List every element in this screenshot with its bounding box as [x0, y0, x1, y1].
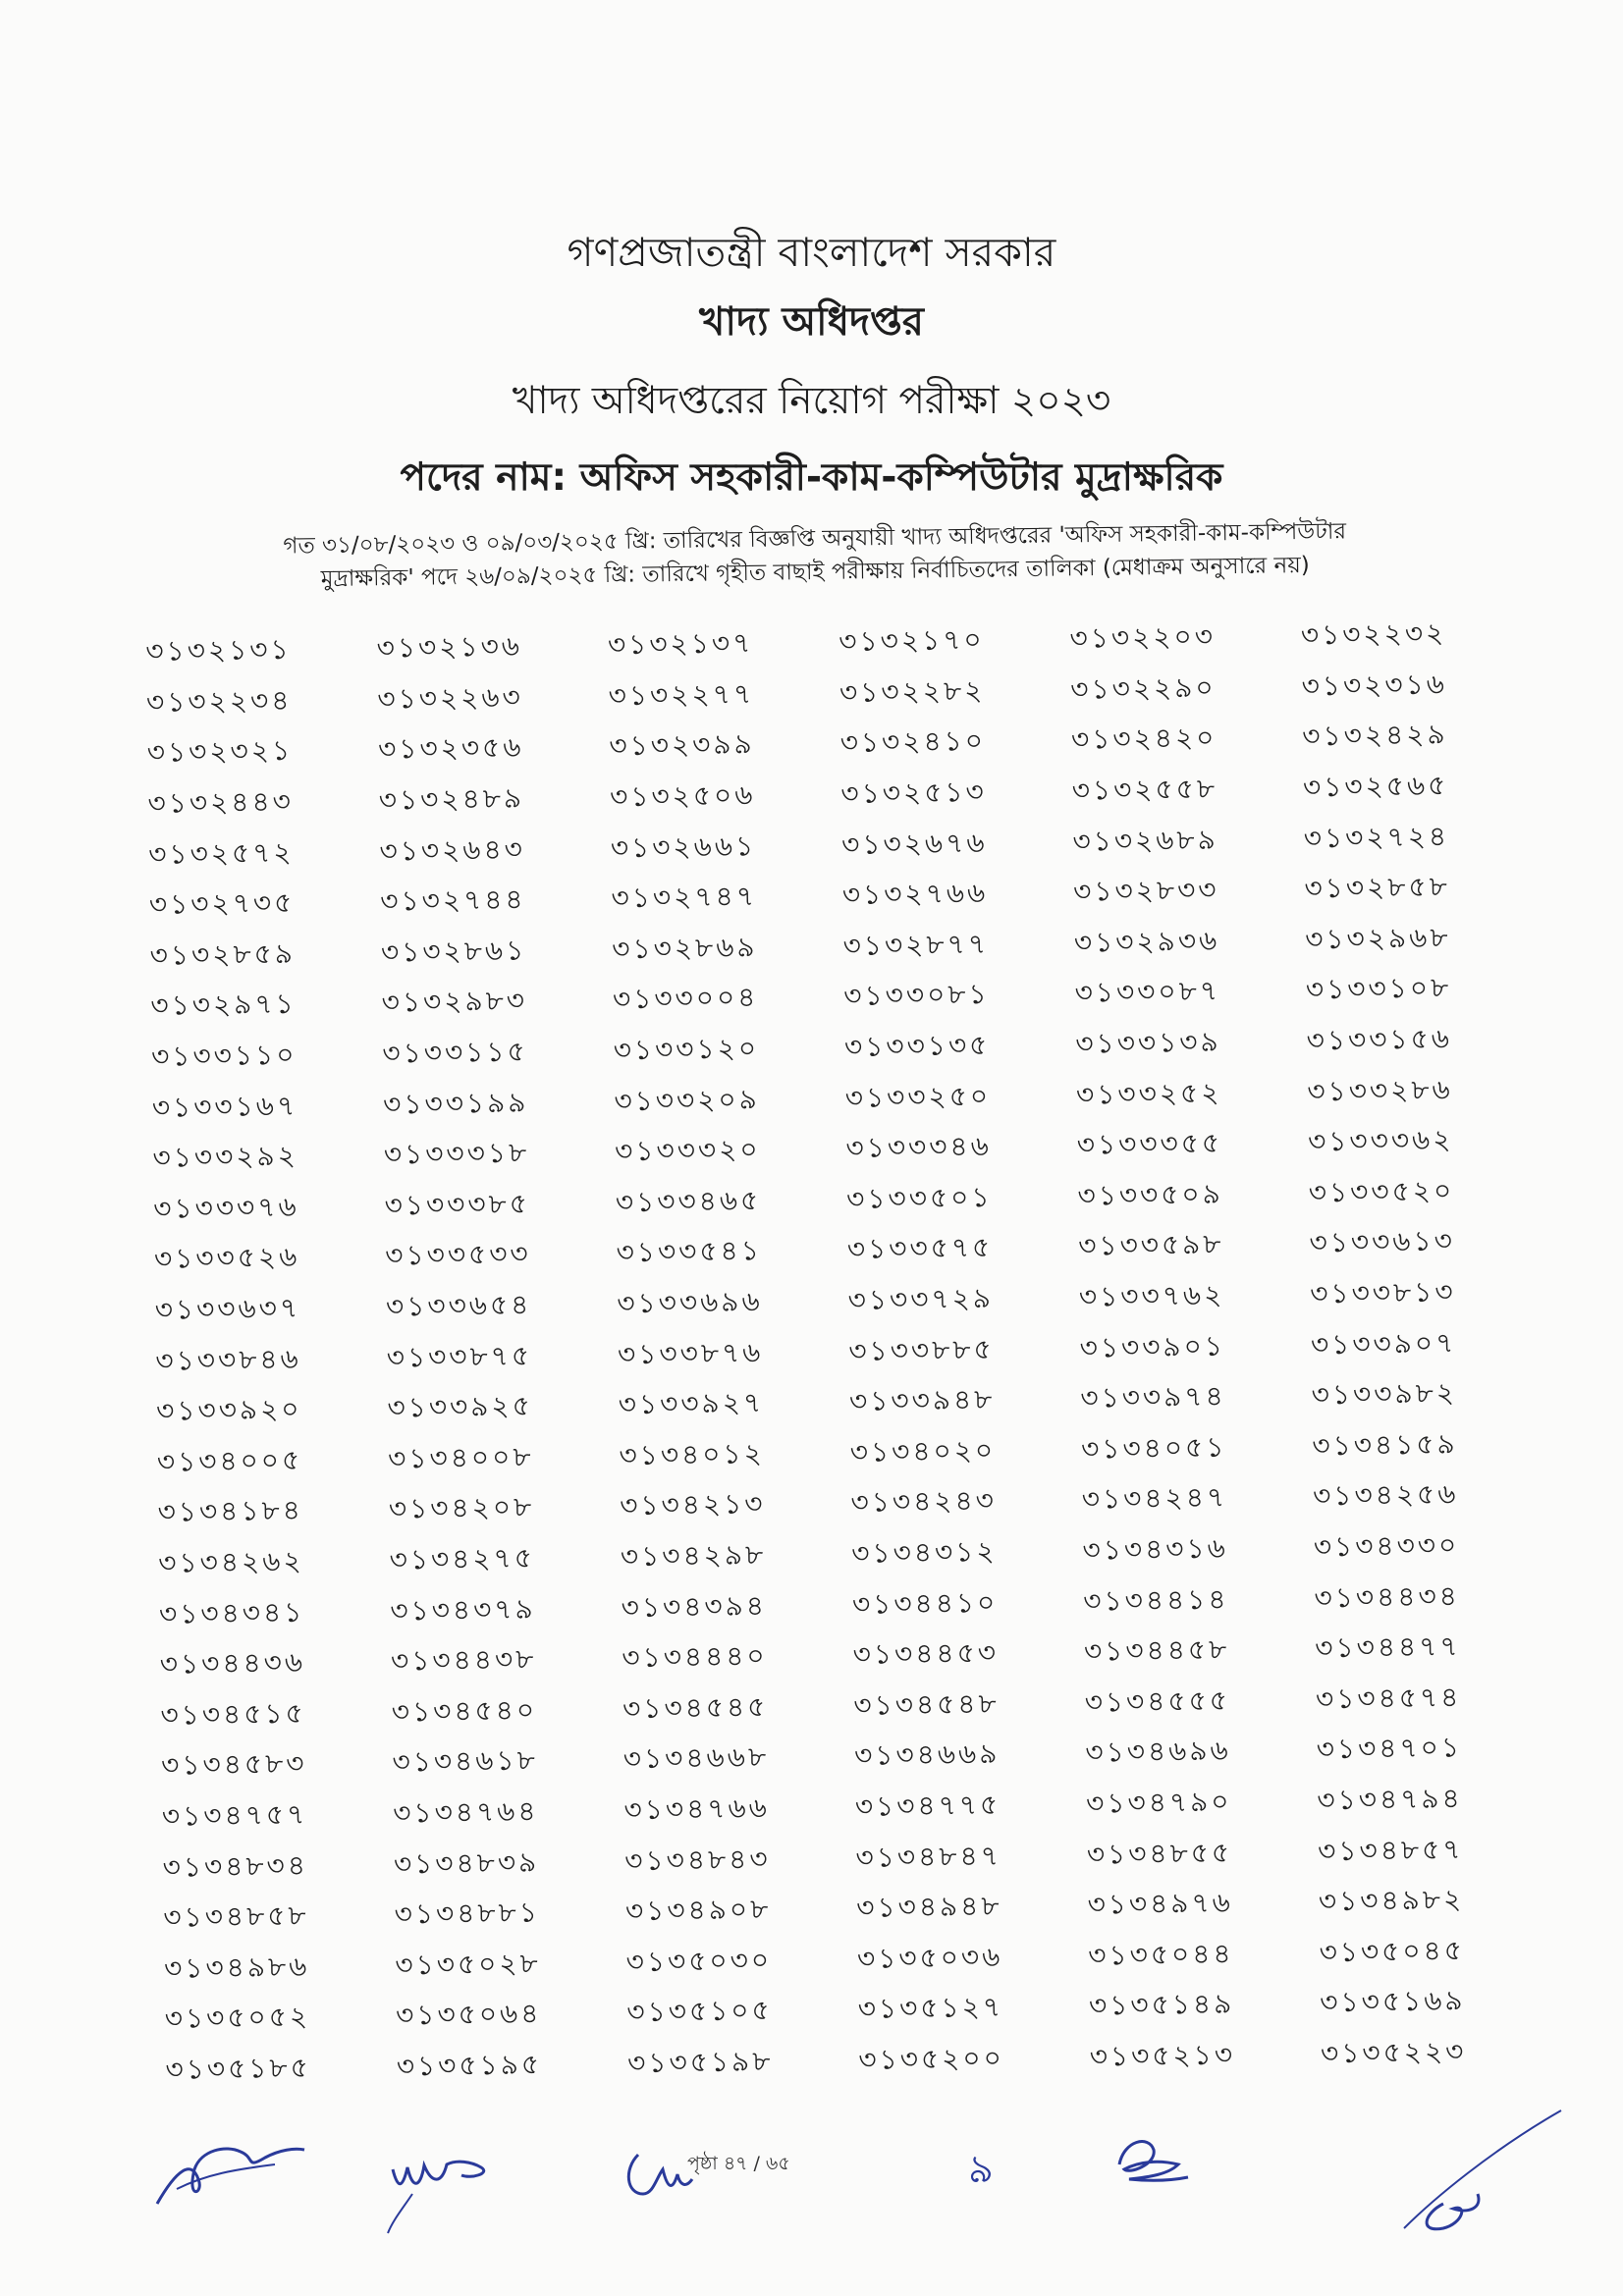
roll-number: ৩১৩৪৪৩৪	[1314, 1578, 1461, 1614]
roll-number: ৩১৩৪৪৩৬	[159, 1645, 306, 1681]
roll-number: ৩১৩২৯৩৬	[1073, 924, 1220, 959]
roll-number: ৩১৩২৮৩৩	[1072, 873, 1219, 908]
roll-number: ৩১৩৪২৯৮	[620, 1538, 767, 1574]
roll-number: ৩১৩৪৮৩৯	[393, 1844, 540, 1881]
signature-5	[1375, 2101, 1571, 2248]
roll-number: ৩১৩৩২৫০	[844, 1079, 992, 1114]
notice-text	[167, 513, 1464, 598]
roll-number: ৩১৩৩০৮১	[843, 978, 990, 1013]
roll-number: ৩১৩৩৫২৬	[153, 1241, 300, 1276]
roll-number: ৩১৩৫২১৩	[1089, 2038, 1236, 2073]
roll-number: ৩১৩৪০০৫	[156, 1443, 303, 1478]
roll-number: ৩১৩২১৩১	[145, 633, 292, 668]
roll-number: ৩১৩৪৬৯৬	[1085, 1734, 1231, 1769]
roll-number: ৩১৩২৭৩৫	[148, 886, 296, 922]
roll-number: ৩১৩২৪৮৯	[378, 781, 525, 817]
roll-number: ৩১৩২৮৬৯	[612, 931, 758, 966]
roll-number: ৩১৩৪৭০১	[1316, 1731, 1463, 1766]
roll-number: ৩১৩৪৪৫৩	[852, 1636, 1000, 1672]
roll-number: ৩১৩৩৯২০	[155, 1392, 302, 1428]
page-number: পৃষ্ঠা ৪৭ / ৬৫	[687, 2153, 790, 2174]
roll-number: ৩১৩৪৮৪৩	[624, 1842, 771, 1877]
roll-number: ৩১৩২৯৭১	[150, 988, 297, 1023]
roll-number: ৩১৩৫১২৭	[857, 1991, 1004, 2026]
roll-number: ৩১৩৪৭৯৪	[1317, 1782, 1463, 1817]
roll-number: ৩১৩২৩৯৯	[609, 727, 755, 763]
roll-number: ৩১৩৩৩১৮	[383, 1136, 530, 1171]
roll-number: ৩১৩২৮৬১	[380, 934, 527, 969]
roll-number: ৩১৩৪৫৮৩	[160, 1747, 307, 1783]
roll-number: ৩১৩৫০৩০	[625, 1943, 773, 1978]
roll-number: ৩১৩৩২৯২	[152, 1140, 299, 1175]
roll-number: ৩১৩৩৫০৯	[1077, 1177, 1224, 1212]
roll-number: ৩১৩৩৫২০	[1308, 1174, 1455, 1209]
signature-4	[1100, 2130, 1198, 2199]
roll-number: ৩১৩৩২৫২	[1075, 1076, 1222, 1111]
roll-number: ৩১৩৩১৩৯	[1075, 1025, 1221, 1060]
roll-number: ৩১৩৩৯৪৮	[848, 1383, 996, 1418]
roll-number: ৩১৩২২৭৭	[608, 677, 755, 713]
roll-number: ৩১৩৩২৮৬	[1307, 1072, 1453, 1108]
roll-number: ৩১৩৫১৯৫	[396, 2048, 543, 2083]
roll-number: ৩১৩৪৪১৪	[1083, 1582, 1229, 1618]
roll-number: ৩১৩৪৫৪৮	[853, 1686, 1000, 1722]
roll-number: ৩১৩৫০৫২	[164, 2001, 311, 2036]
roll-number: ৩১৩২৫৫৮	[1071, 772, 1218, 807]
roll-number: ৩১৩২৮৫৯	[149, 936, 297, 972]
department-title: খাদ্য অধিদপ্তর	[699, 299, 924, 345]
roll-number: ৩১৩৩৩৮৫	[384, 1187, 531, 1222]
roll-number: ৩১৩৩৬৩৭	[154, 1291, 301, 1326]
roll-number: ৩১৩৪২০৮	[388, 1490, 535, 1525]
roll-number: ৩১৩৩১২০	[613, 1032, 760, 1067]
roll-number: ৩১৩২৭৪৪	[380, 882, 526, 918]
roll-number: ৩১৩২৬৮৯	[1072, 823, 1218, 858]
roll-number: ৩১৩৪৩১৬	[1082, 1531, 1229, 1567]
roll-number: ৩১৩৪২৬২	[158, 1544, 304, 1579]
roll-number: ৩১৩৩৬১৩	[1309, 1224, 1456, 1259]
roll-number: ৩১৩৫০৩৬	[856, 1940, 1003, 1975]
roll-number: ৩১৩২৫৭২	[147, 835, 295, 871]
roll-number: ৩১৩৪৪৭৭	[1315, 1629, 1461, 1665]
roll-number: ৩১৩৫১৮৫	[165, 2051, 311, 2086]
roll-number: ৩১৩৩১০৮	[1305, 971, 1452, 1006]
roll-number: ৩১৩৪৫৫৫	[1084, 1683, 1231, 1719]
roll-number: ৩১৩২১৩৭	[607, 626, 754, 662]
roll-number: ৩১৩৩৫৭৫	[846, 1231, 994, 1266]
roll-number: ৩১৩৩৯২৭	[618, 1386, 765, 1421]
roll-number: ৩১৩৫১৪৯	[1088, 1987, 1235, 2022]
roll-number: ৩১৩৪৩৯৪	[621, 1588, 768, 1624]
roll-number: ৩১৩৪৮৩৪	[162, 1848, 309, 1884]
roll-number: ৩১৩৩৯৮২	[1311, 1376, 1458, 1412]
roll-number: ৩১৩২২৩৪	[145, 683, 293, 719]
roll-number: ৩১৩৪৯৭৬	[1087, 1886, 1234, 1921]
roll-number: ৩১৩৩৮৭৬	[617, 1335, 764, 1370]
notice-line-2: মুদ্রাক্ষরিক' পদে ২৬/০৯/২০২৫ খ্রি: তারিখে গৃহীত বাছাই পরীক্ষায় নির্বাচিতদের তালিকা (মেধাক্রম অনুসারে নয়)	[320, 552, 1310, 593]
roll-number: ৩১৩২৫৬৫	[1302, 769, 1449, 804]
roll-number: ৩১৩৪৬৬৯	[853, 1737, 1001, 1773]
roll-number: ৩১৩৫১৯৮	[626, 2045, 774, 2080]
roll-number: ৩১৩৫০২৮	[395, 1947, 541, 1982]
roll-number: ৩১৩৩৫০১	[845, 1180, 993, 1215]
roll-number: ৩১৩২৮৭৭	[842, 927, 990, 962]
roll-number: ৩১৩২৭৬৬	[841, 877, 989, 912]
roll-number: ৩১৩৪৮৫৭	[1317, 1832, 1464, 1867]
roll-number: ৩১৩৪৭৬৪	[392, 1794, 539, 1830]
roll-number: ৩১৩৫০৬৪	[395, 1997, 542, 2032]
roll-number: ৩১৩২৮৫৮	[1304, 870, 1450, 905]
roll-number: ৩১৩৪৯৮৬	[163, 1949, 310, 1985]
roll-number: ৩১৩৪২৫৬	[1312, 1477, 1459, 1513]
roll-number: ৩১৩২২৬৩	[377, 680, 523, 716]
roll-number: ৩১৩২৬৭৬	[840, 826, 988, 861]
roll-number: ৩১৩৫০৪৫	[1319, 1933, 1466, 1969]
roll-number: ৩১৩৪৩৩০	[1313, 1528, 1460, 1564]
roll-number: ৩১৩৩৫৯৮	[1077, 1228, 1224, 1263]
exam-title: খাদ্য অধিদপ্তরের নিয়োগ পরীক্ষা ২০২৩	[512, 379, 1111, 423]
roll-number: ৩১৩৩৪৬৫	[615, 1184, 762, 1219]
government-title: গণপ্রজাতন্ত্রী বাংলাদেশ সরকার	[567, 229, 1056, 276]
roll-number: ৩১৩৩৭২৯	[847, 1281, 995, 1316]
roll-number: ৩১৩২৫০৬	[609, 778, 756, 814]
roll-number: ৩১৩২৯৬৮	[1304, 921, 1451, 956]
roll-number: ৩১৩৩৯৭৪	[1080, 1379, 1226, 1415]
post-name: পদের নাম: অফিস সহকারী-কাম-কম্পিউটার মুদ্রাক্ষরিক	[400, 455, 1223, 500]
roll-number: ৩১৩৪৩৪১	[158, 1595, 305, 1630]
roll-number: ৩১৩৪৩১২	[850, 1534, 998, 1570]
roll-number: ৩১৩৩৮১৩	[1309, 1275, 1456, 1310]
roll-number: ৩১৩২৪২০	[1070, 721, 1217, 757]
roll-number: ৩১৩৫০৪৪	[1088, 1937, 1234, 1972]
roll-number: ৩১৩৩৬৯৬	[617, 1285, 763, 1320]
roll-number: ৩১৩৩৮৪৬	[155, 1342, 301, 1377]
roll-number: ৩১৩৩৫৪১	[616, 1234, 763, 1269]
roll-number: ৩১৩৫১০৫	[626, 1994, 773, 2029]
roll-number: ৩১৩৩১৩৫	[843, 1028, 991, 1064]
roll-number: ৩১৩৪৬১৮	[392, 1743, 538, 1779]
roll-number: ৩১৩৩৩৫৫	[1076, 1126, 1223, 1161]
roll-number: ৩১৩৪৯৮২	[1318, 1883, 1465, 1918]
roll-number: ৩১৩৪২১৩	[619, 1487, 766, 1522]
roll-number: ৩১৩৪৫৪০	[391, 1693, 538, 1729]
roll-number: ৩১৩৩৯২৫	[387, 1389, 534, 1424]
roll-number: ৩১৩২৫১৩	[840, 775, 987, 811]
roll-number: ৩১৩৪৫৭৪	[1315, 1681, 1462, 1716]
roll-number: ৩১৩৪৭৬৬	[623, 1791, 771, 1827]
roll-number: ৩১৩৪২৭৫	[389, 1541, 536, 1576]
roll-number: ৩১৩৪৬৬৮	[622, 1740, 770, 1776]
roll-number: ৩১৩৪১৫৯	[1312, 1427, 1458, 1463]
roll-number: ৩১৩৪৮৪৭	[855, 1839, 1002, 1874]
roll-number: ৩১৩৪৫১৫	[160, 1696, 306, 1732]
roll-number: ৩১৩২৪৪৩	[147, 784, 295, 820]
roll-number: ৩১৩৩৭৬২	[1078, 1278, 1225, 1313]
roll-number: ৩১৩২৪২৯	[1302, 718, 1448, 753]
roll-number: ৩১৩৩৩২০	[614, 1133, 761, 1168]
roll-number: ৩১৩২৭২৪	[1303, 820, 1450, 855]
roll-number: ৩১৩৩৩৪৬	[845, 1130, 993, 1165]
roll-number: ৩১৩৩৮৭৫	[386, 1339, 533, 1374]
roll-number: ৩১৩৪৩৭৯	[390, 1592, 536, 1628]
roll-number: ৩১৩৩১৫৬	[1306, 1022, 1453, 1057]
roll-number: ৩১৩৪৪৩৮	[390, 1642, 537, 1678]
roll-number: ৩১৩৪০৫১	[1080, 1430, 1227, 1466]
roll-number: ৩১৩৪৮৮১	[394, 1896, 541, 1931]
roll-number: ৩১৩৪৮৫৮	[163, 1898, 309, 1934]
roll-number: ৩১৩২২৮২	[839, 673, 986, 709]
roll-number: ৩১৩২৭৪৭	[611, 880, 758, 915]
signature-1	[147, 2130, 314, 2218]
roll-number: ৩১৩৩৩৬২	[1307, 1123, 1454, 1158]
roll-number: ৩১৩৩৮৮৫	[848, 1332, 995, 1367]
roll-number: ৩১৩৪৫৪৫	[622, 1689, 769, 1725]
roll-number: ৩১৩২৬৬১	[610, 828, 757, 864]
roll-number: ৩১৩২৬৪৩	[379, 832, 526, 868]
roll-number: ৩১৩২২০৩	[1069, 619, 1217, 656]
handwritten-mark: ৯	[968, 2147, 994, 2192]
roll-number: ৩১৩২১৭০	[839, 623, 985, 659]
roll-number-grid	[137, 609, 1552, 2097]
roll-number: ৩১৩৪০১২	[619, 1436, 766, 1472]
roll-number: ৩১৩৩৩৭৬	[153, 1190, 299, 1225]
roll-number: ৩১৩৪৭৫৭	[161, 1797, 308, 1833]
roll-number: ৩১৩৪০২০	[849, 1433, 997, 1468]
roll-number: ৩১৩৩৯০১	[1079, 1329, 1226, 1364]
roll-number: ৩১৩৪৪১০	[851, 1585, 999, 1621]
roll-number: ৩১৩৪৮৫৫	[1086, 1836, 1233, 1871]
roll-number: ৩১৩৪০০৮	[387, 1440, 534, 1475]
roll-number: ৩১৩৩৫৩৩	[385, 1237, 531, 1272]
roll-number: ৩১৩৩১৯৯	[382, 1086, 529, 1121]
roll-number: ৩১৩৪১৮৪	[157, 1494, 304, 1529]
signature-2	[373, 2130, 530, 2238]
roll-number: ৩১৩৫১৬৯	[1320, 1984, 1466, 2019]
roll-number: ৩১৩৩১৬৭	[151, 1089, 298, 1124]
roll-number: ৩১৩৫২০০	[858, 2041, 1005, 2076]
roll-number: ৩১৩৪৯৪৮	[856, 1889, 1002, 1925]
roll-number: ৩১৩২৪১০	[839, 724, 987, 760]
roll-number: ৩১৩৩০০৪	[612, 981, 759, 1016]
roll-number: ৩১৩২৩১৬	[1301, 667, 1448, 703]
roll-number: ৩১৩৩১১০	[150, 1038, 298, 1073]
roll-number: ৩১৩২২৯০	[1070, 670, 1217, 706]
roll-number: ৩১৩২২৩২	[1300, 616, 1447, 652]
roll-number: ৩১৩২৯৮৩	[381, 984, 528, 1020]
roll-number: ৩১৩৪২৪৩	[850, 1484, 998, 1520]
roll-number: ৩১৩৩৬৫৪	[385, 1288, 532, 1323]
roll-number: ৩১৩৪৭৭৫	[854, 1788, 1001, 1823]
signature-footer	[0, 2130, 1623, 2287]
roll-number: ৩১৩২৩৫৬	[377, 731, 524, 767]
roll-number: ৩১৩৪৪৪০	[622, 1639, 768, 1675]
roll-number: ৩১৩৩২০৯	[614, 1082, 761, 1117]
roll-number: ৩১৩৩৯০৭	[1310, 1325, 1457, 1361]
notice-line-1: গত ৩১/০৮/২০২৩ ও ০৯/০৩/২০২৫ খ্রি: তারিখের বিজ্ঞপ্তি অনুযায়ী খাদ্য অধিদপ্তরের 'অফিস সহকারী-কাম-কম্পিউটার	[283, 518, 1347, 560]
roll-number: ৩১৩৪৭৯০	[1085, 1785, 1232, 1820]
roll-number: ৩১৩৩১১৫	[382, 1035, 528, 1070]
roll-number: ৩১৩৪২৪৭	[1081, 1480, 1228, 1517]
roll-number: ৩১৩২৩২১	[146, 734, 294, 770]
roll-number: ৩১৩৪৯০৮	[624, 1893, 772, 1928]
roll-number: ৩১৩৩০৮৭	[1074, 975, 1221, 1010]
roll-number: ৩১৩৫২২৩	[1320, 2035, 1467, 2070]
roll-number: ৩১৩২১৩৬	[376, 629, 523, 665]
roll-number: ৩১৩৪৪৫৮	[1083, 1632, 1230, 1668]
